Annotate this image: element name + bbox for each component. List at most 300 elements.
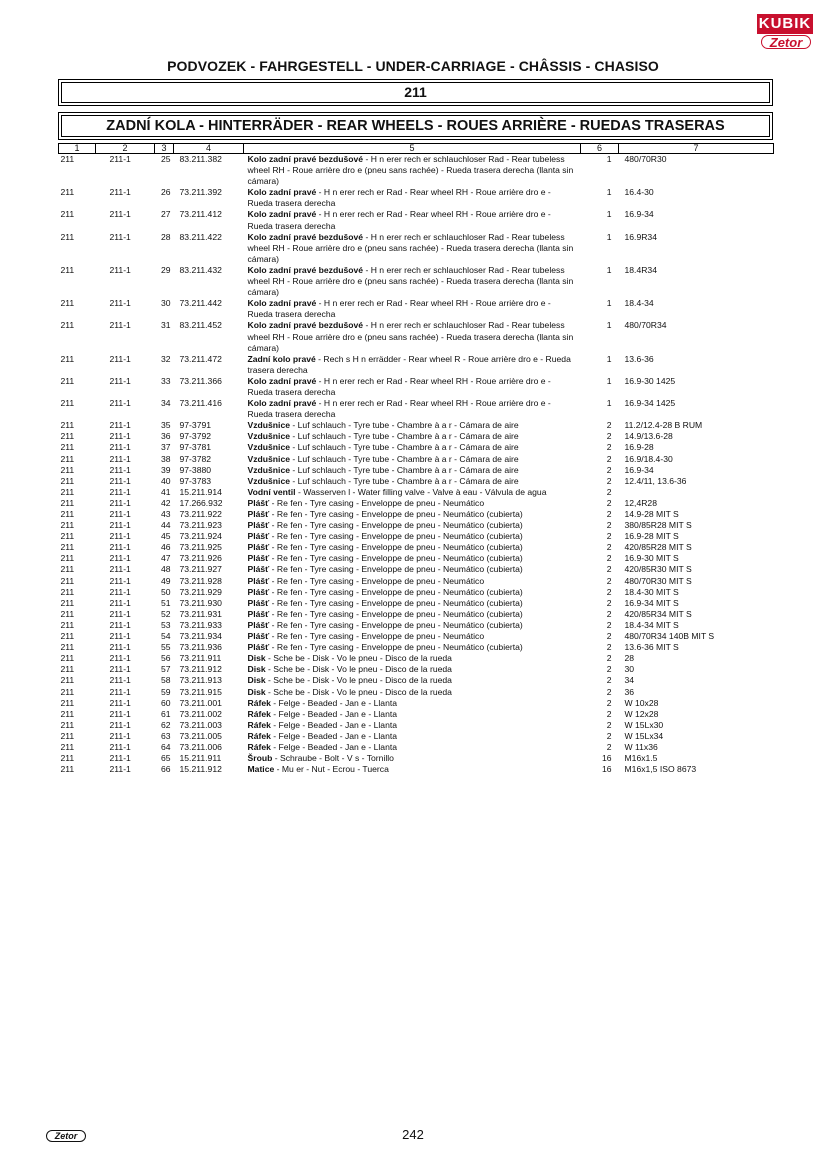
- cell-part-number: 83.211.432: [179, 264, 222, 275]
- cell-description: [244, 265, 581, 298]
- cell-subgroup: 211-1: [109, 653, 131, 664]
- cell-subgroup: 211-1: [109, 542, 131, 553]
- cell-subgroup: 211-1: [109, 209, 131, 220]
- cell-position: 51: [160, 597, 171, 608]
- cell-quantity: 1: [606, 398, 612, 409]
- cell-note: W 10x28: [624, 697, 659, 708]
- cell-group: 211: [60, 187, 75, 198]
- cell-group: 211: [60, 442, 75, 453]
- description-translations: - Felge - Beaded - Jan e - Llanta: [270, 697, 398, 708]
- cell-group: 211: [60, 653, 75, 664]
- cell-position: 65: [160, 753, 171, 764]
- cell-part-number: 73.211.442: [179, 298, 222, 309]
- cell-group: 211: [60, 497, 75, 508]
- table-row: [59, 709, 774, 720]
- cell-note: M16x1,5 ISO 8673: [624, 764, 697, 775]
- cell-group: 211: [60, 741, 75, 752]
- cell-note: 480/70R34 140B MIT S: [624, 631, 715, 642]
- description-name: Ráfek: [247, 741, 271, 752]
- cell-position: 56: [160, 653, 171, 664]
- section-subtitle: ZADNÍ KOLA - HINTERRÄDER - REAR WHEELS - ROUES ARRIÈRE - RUEDAS TRASERAS: [58, 112, 773, 140]
- cell-part-number: 73.211.925: [179, 542, 222, 553]
- description-name: Kolo zadní pravé bezdušové: [247, 320, 364, 331]
- cell-group: 211: [60, 764, 75, 775]
- cell-quantity: 2: [606, 697, 612, 708]
- cell-note: 14.9/13.6-28: [624, 431, 673, 442]
- cell-quantity: 2: [606, 420, 612, 431]
- cell-quantity: 2: [606, 619, 612, 630]
- description-translations: - H n erer rech er schlauchloser Rad - Rear tubeless wheel RH - Roue arrière dro e (pneu sans rachée) - Rueda trasera derecha (llanta sin cámara): [247, 231, 574, 264]
- description-translations: - H n erer rech er Rad - Rear wheel RH - Roue arrière dro e - Rueda trasera derecha: [247, 398, 551, 420]
- cell-group: 211: [60, 453, 75, 464]
- table-row: [59, 442, 774, 453]
- cell-description: [244, 587, 581, 598]
- cell-note: 16.9-30 1425: [624, 375, 676, 386]
- cell-quantity: 2: [606, 531, 612, 542]
- table-row: [59, 498, 774, 509]
- cell-subgroup: 211-1: [109, 353, 131, 364]
- cell-position: 46: [160, 542, 171, 553]
- cell-group: 211: [60, 697, 75, 708]
- cell-quantity: 2: [606, 475, 612, 486]
- cell-position: 35: [160, 420, 171, 431]
- cell-description: [244, 731, 581, 742]
- cell-description: [244, 709, 581, 720]
- table-row: [59, 564, 774, 575]
- cell-position: 49: [160, 575, 171, 586]
- cell-quantity: 2: [606, 586, 612, 597]
- cell-note: 18.4-34 MIT S: [624, 619, 679, 630]
- column-header: 4: [174, 144, 244, 154]
- description-translations: - Felge - Beaded - Jan e - Llanta: [270, 708, 398, 719]
- cell-quantity: 1: [606, 320, 612, 331]
- description-name: Plášť: [247, 619, 270, 630]
- cell-part-number: 83.211.382: [179, 154, 222, 164]
- cell-quantity: 2: [606, 597, 612, 608]
- cell-note: 420/85R30 MIT S: [624, 564, 692, 575]
- cell-group: 211: [60, 475, 75, 486]
- description-name: Disk: [247, 675, 266, 686]
- cell-group: 211: [60, 486, 75, 497]
- description-name: Plášť: [247, 642, 270, 653]
- cell-group: 211: [60, 431, 75, 442]
- table-row: [59, 520, 774, 531]
- cell-quantity: 2: [606, 442, 612, 453]
- cell-part-number: 97-3792: [179, 431, 212, 442]
- cell-position: 59: [160, 686, 171, 697]
- cell-group: 211: [60, 642, 75, 653]
- cell-description: [244, 742, 581, 753]
- cell-note: 480/70R30 MIT S: [624, 575, 692, 586]
- cell-part-number: 97-3782: [179, 453, 212, 464]
- cell-description: [244, 398, 581, 420]
- cell-quantity: 16: [601, 753, 612, 764]
- cell-part-number: 73.211.366: [179, 375, 222, 386]
- description-translations: - Sche be - Disk - Vo le pneu - Disco de la rueda: [265, 686, 452, 697]
- description-name: Vodní ventil: [247, 486, 296, 497]
- cell-subgroup: 211-1: [109, 664, 131, 675]
- table-row: [59, 398, 774, 420]
- description-name: Zadní kolo pravé: [247, 353, 316, 364]
- cell-group: 211: [60, 730, 75, 741]
- description-name: Kolo zadní pravé bezdušové: [247, 231, 364, 242]
- cell-subgroup: 211-1: [109, 575, 131, 586]
- description-translations: - Rech s H n errädder - Rear wheel R - Roue arrière dro e - Rueda trasera derecha: [247, 353, 571, 375]
- cell-group: 211: [60, 375, 75, 386]
- cell-position: 62: [160, 719, 171, 730]
- cell-part-number: 73.211.001: [179, 697, 222, 708]
- cell-part-number: 15.211.914: [179, 486, 222, 497]
- description-name: Disk: [247, 686, 266, 697]
- description-name: Plášť: [247, 520, 270, 531]
- description-translations: - H n erer rech er Rad - Rear wheel RH - Roue arrière dro e - Rueda trasera derecha: [247, 298, 551, 320]
- cell-note: W 15Lx30: [624, 719, 664, 730]
- cell-subgroup: 211-1: [109, 586, 131, 597]
- description-name: Plášť: [247, 553, 270, 564]
- description-translations: - Felge - Beaded - Jan e - Llanta: [270, 741, 398, 752]
- cell-quantity: 2: [606, 509, 612, 519]
- cell-group: 211: [60, 420, 75, 431]
- cell-part-number: 15.211.911: [179, 753, 222, 764]
- cell-position: 58: [160, 675, 171, 686]
- cell-part-number: 83.211.422: [179, 231, 222, 242]
- description-name: Plášť: [247, 509, 270, 519]
- cell-position: 61: [160, 708, 171, 719]
- description-name: Plášť: [247, 542, 270, 553]
- table-row: [59, 764, 774, 775]
- cell-note: 18.4-30 MIT S: [624, 586, 679, 597]
- cell-group: 211: [60, 719, 75, 730]
- cell-position: 52: [160, 608, 171, 619]
- cell-position: 29: [160, 264, 171, 275]
- description-translations: - Re fen - Tyre casing - Enveloppe de pneu - Neumático (cubierta): [269, 608, 523, 619]
- cell-subgroup: 211-1: [109, 464, 131, 475]
- description-translations: - Sche be - Disk - Vo le pneu - Disco de la rueda: [265, 675, 452, 686]
- cell-subgroup: 211-1: [109, 375, 131, 386]
- table-row: [59, 265, 774, 298]
- cell-note: 34: [624, 675, 635, 686]
- cell-group: 211: [60, 464, 75, 475]
- table-row: [59, 753, 774, 764]
- cell-quantity: 2: [606, 453, 612, 464]
- table-row: [59, 431, 774, 442]
- cell-part-number: 73.211.006: [179, 741, 222, 752]
- cell-subgroup: 211-1: [109, 231, 131, 242]
- cell-note: M16x1.5: [624, 753, 658, 764]
- cell-description: [244, 764, 581, 775]
- cell-group: 211: [60, 553, 75, 564]
- description-translations: - H n erer rech er schlauchloser Rad - Rear tubeless wheel RH - Roue arrière dro e (pneu sans rachée) - Rueda trasera derecha (llanta sin cámara): [247, 264, 574, 298]
- cell-subgroup: 211-1: [109, 320, 131, 331]
- cell-subgroup: 211-1: [109, 597, 131, 608]
- cell-position: 48: [160, 564, 171, 575]
- cell-description: [244, 620, 581, 631]
- cell-note: [619, 487, 774, 498]
- table-row: [59, 232, 774, 265]
- cell-position: 28: [160, 231, 171, 242]
- cell-subgroup: 211-1: [109, 631, 131, 642]
- cell-description: [244, 454, 581, 465]
- cell-description: [244, 564, 581, 575]
- cell-group: 211: [60, 264, 75, 275]
- cell-quantity: 1: [606, 264, 612, 275]
- cell-note: 16.9-28 MIT S: [624, 531, 679, 542]
- cell-note: 380/85R28 MIT S: [624, 520, 692, 531]
- cell-part-number: 73.211.933: [179, 619, 222, 630]
- cell-description: [244, 687, 581, 698]
- cell-position: 53: [160, 619, 171, 630]
- description-name: Kolo zadní pravé: [247, 209, 317, 220]
- cell-description: [244, 598, 581, 609]
- cell-part-number: 73.211.912: [179, 664, 222, 675]
- description-translations: - Re fen - Tyre casing - Enveloppe de pneu - Neumático (cubierta): [269, 553, 523, 564]
- table-row: [59, 465, 774, 476]
- cell-description: [244, 442, 581, 453]
- cell-position: 60: [160, 697, 171, 708]
- cell-note: 36: [624, 686, 635, 697]
- table-row: [59, 298, 774, 320]
- description-name: Plášť: [247, 575, 270, 586]
- cell-quantity: 1: [606, 375, 612, 386]
- cell-quantity: 2: [606, 431, 612, 442]
- description-name: Vzdušnice: [247, 431, 291, 442]
- cell-quantity: 2: [606, 564, 612, 575]
- cell-note: 18.4-34: [624, 298, 654, 309]
- cell-quantity: 2: [606, 642, 612, 653]
- cell-part-number: 97-3791: [179, 420, 212, 431]
- cell-group: 211: [60, 353, 75, 364]
- cell-quantity: 2: [606, 631, 612, 642]
- cell-subgroup: 211-1: [109, 753, 131, 764]
- cell-part-number: 73.211.416: [179, 398, 222, 409]
- cell-description: [244, 232, 581, 265]
- cell-part-number: 73.211.930: [179, 597, 222, 608]
- cell-subgroup: 211-1: [109, 497, 131, 508]
- cell-group: 211: [60, 520, 75, 531]
- cell-quantity: 2: [606, 719, 612, 730]
- cell-quantity: 2: [606, 464, 612, 475]
- cell-note: 16.9-34: [624, 209, 654, 220]
- cell-subgroup: 211-1: [109, 719, 131, 730]
- cell-note: 16.9-34 MIT S: [624, 597, 679, 608]
- cell-subgroup: 211-1: [109, 642, 131, 653]
- cell-note: 13.6-36: [624, 353, 654, 364]
- cell-group: 211: [60, 686, 75, 697]
- cell-group: 211: [60, 398, 75, 409]
- column-header: 1: [59, 144, 96, 154]
- cell-description: [244, 320, 581, 353]
- description-translations: - Wasserven l - Water filling valve - Valve à eau - Válvula de agua: [295, 486, 547, 497]
- cell-position: 40: [160, 475, 171, 486]
- cell-subgroup: 211-1: [109, 442, 131, 453]
- cell-description: [244, 631, 581, 642]
- description-name: Vzdušnice: [247, 420, 291, 431]
- cell-description: [244, 465, 581, 476]
- cell-note: W 11x36: [624, 741, 658, 752]
- cell-subgroup: 211-1: [109, 486, 131, 497]
- description-translations: - Luf schlauch - Tyre tube - Chambre à a r - Cámara de aire: [290, 420, 519, 431]
- cell-description: [244, 753, 581, 764]
- cell-note: 13.6-36 MIT S: [624, 642, 679, 653]
- table-row: [59, 675, 774, 686]
- cell-quantity: 2: [606, 575, 612, 586]
- footer-zetor-logo: Zetor: [46, 1130, 86, 1142]
- cell-position: 32: [160, 353, 171, 364]
- cell-position: 26: [160, 187, 171, 198]
- cell-part-number: 73.211.911: [179, 653, 222, 664]
- cell-position: 27: [160, 209, 171, 220]
- cell-group: 211: [60, 708, 75, 719]
- description-name: Disk: [247, 653, 266, 664]
- cell-part-number: 73.211.913: [179, 675, 222, 686]
- cell-description: [244, 642, 581, 653]
- column-header: 3: [155, 144, 174, 154]
- cell-subgroup: 211-1: [109, 154, 131, 164]
- description-name: Šroub: [247, 753, 273, 764]
- cell-part-number: 73.211.412: [179, 209, 222, 220]
- cell-position: 45: [160, 531, 171, 542]
- cell-group: 211: [60, 231, 75, 242]
- table-row: [59, 187, 774, 209]
- cell-part-number: 17.266.932: [179, 497, 223, 508]
- description-name: Vzdušnice: [247, 442, 291, 453]
- description-translations: - Luf schlauch - Tyre tube - Chambre à a r - Cámara de aire: [290, 453, 519, 464]
- cell-quantity: 16: [601, 764, 612, 775]
- cell-quantity: 2: [606, 497, 612, 508]
- cell-subgroup: 211-1: [109, 741, 131, 752]
- cell-part-number: 73.211.003: [179, 719, 222, 730]
- description-name: Kolo zadní pravé bezdušové: [247, 154, 364, 164]
- description-translations: - Re fen - Tyre casing - Enveloppe de pneu - Neumático (cubierta): [269, 619, 523, 630]
- cell-group: 211: [60, 597, 75, 608]
- cell-note: 16.9/18.4-30: [624, 453, 673, 464]
- description-name: Ráfek: [247, 730, 271, 741]
- cell-note: 14.9-28 MIT S: [624, 509, 679, 519]
- description-translations: - Felge - Beaded - Jan e - Llanta: [270, 730, 398, 741]
- cell-group: 211: [60, 564, 75, 575]
- cell-group: 211: [60, 298, 75, 309]
- description-name: Vzdušnice: [247, 464, 291, 475]
- cell-part-number: 73.211.924: [179, 531, 222, 542]
- cell-position: 66: [160, 764, 171, 775]
- cell-subgroup: 211-1: [109, 420, 131, 431]
- cell-position: 43: [160, 509, 171, 519]
- cell-note: 16.9R34: [624, 231, 657, 242]
- table-header-row: [59, 144, 774, 154]
- cell-position: 64: [160, 741, 171, 752]
- cell-description: [244, 609, 581, 620]
- cell-group: 211: [60, 154, 75, 164]
- cell-description: [244, 431, 581, 442]
- description-translations: - H n erer rech er Rad - Rear wheel RH - Roue arrière dro e - Rueda trasera derecha: [247, 209, 551, 231]
- cell-subgroup: 211-1: [109, 697, 131, 708]
- table-row: [59, 542, 774, 553]
- cell-quantity: 2: [606, 542, 612, 553]
- description-name: Vzdušnice: [247, 475, 291, 486]
- cell-subgroup: 211-1: [109, 764, 131, 775]
- cell-part-number: 83.211.452: [179, 320, 222, 331]
- description-translations: - Luf schlauch - Tyre tube - Chambre à a r - Cámara de aire: [290, 431, 519, 442]
- cell-description: [244, 531, 581, 542]
- cell-subgroup: 211-1: [109, 531, 131, 542]
- cell-note: 11.2/12.4-28 B RUM: [624, 420, 703, 431]
- description-name: Plášť: [247, 608, 270, 619]
- cell-note: 16.9-34 1425: [624, 398, 676, 409]
- cell-description: [244, 509, 581, 520]
- kubik-zetor-logo: [757, 14, 813, 54]
- cell-note: 28: [624, 653, 635, 664]
- cell-position: 38: [160, 453, 171, 464]
- table-row: [59, 209, 774, 231]
- cell-position: 44: [160, 520, 171, 531]
- table-row: [59, 376, 774, 398]
- description-translations: - Schraube - Bolt - V s - Tornillo: [272, 753, 394, 764]
- cell-note: 16.9-34: [624, 464, 654, 475]
- cell-group: 211: [60, 531, 75, 542]
- cell-subgroup: 211-1: [109, 298, 131, 309]
- cell-description: [244, 187, 581, 209]
- cell-quantity: 2: [606, 520, 612, 531]
- cell-description: [244, 298, 581, 320]
- cell-part-number: 73.211.915: [179, 686, 222, 697]
- cell-description: [244, 664, 581, 675]
- description-translations: - Re fen - Tyre casing - Enveloppe de pneu - Neumático (cubierta): [269, 597, 523, 608]
- table-row: [59, 454, 774, 465]
- cell-note: 12,4R28: [624, 497, 657, 508]
- description-name: Plášť: [247, 531, 270, 542]
- table-row: [59, 354, 774, 376]
- cell-quantity: 2: [606, 675, 612, 686]
- table-row: [59, 742, 774, 753]
- cell-subgroup: 211-1: [109, 564, 131, 575]
- description-translations: - Re fen - Tyre casing - Enveloppe de pneu - Neumático: [269, 631, 485, 642]
- description-name: Ráfek: [247, 719, 271, 730]
- cell-quantity: 1: [606, 353, 612, 364]
- cell-note: 420/85R34 MIT S: [624, 608, 692, 619]
- cell-note: 420/85R28 MIT S: [624, 542, 692, 553]
- cell-group: 211: [60, 320, 75, 331]
- cell-description: [244, 520, 581, 531]
- description-translations: - Luf schlauch - Tyre tube - Chambre à a r - Cámara de aire: [290, 464, 519, 475]
- cell-quantity: 1: [606, 298, 612, 309]
- cell-part-number: 97-3781: [179, 442, 212, 453]
- description-translations: - Re fen - Tyre casing - Enveloppe de pneu - Neumático (cubierta): [269, 586, 523, 597]
- cell-note: 30: [624, 664, 635, 675]
- table-row: [59, 631, 774, 642]
- cell-position: 30: [160, 298, 171, 309]
- cell-subgroup: 211-1: [109, 553, 131, 564]
- cell-position: 42: [160, 497, 171, 508]
- description-translations: - H n erer rech er schlauchloser Rad - Rear tubeless wheel RH - Roue arrière dro e (pneu sans rachée) - Rueda trasera derecha (llanta sin cámara): [247, 320, 574, 353]
- cell-note: 18.4R34: [624, 264, 657, 275]
- cell-quantity: 2: [606, 730, 612, 741]
- cell-position: 50: [160, 586, 171, 597]
- cell-description: [244, 376, 581, 398]
- logo-brand: KUBIK: [758, 15, 812, 32]
- cell-subgroup: 211-1: [109, 520, 131, 531]
- cell-description: [244, 653, 581, 664]
- description-translations: - Re fen - Tyre casing - Enveloppe de pneu - Neumático (cubierta): [269, 564, 523, 575]
- column-header: 7: [619, 144, 774, 154]
- table-row: [59, 420, 774, 431]
- cell-description: [244, 576, 581, 587]
- table-row: [59, 320, 774, 353]
- cell-part-number: 73.211.002: [179, 708, 222, 719]
- cell-part-number: 73.211.928: [179, 575, 222, 586]
- table-row: [59, 553, 774, 564]
- cell-subgroup: 211-1: [109, 509, 131, 519]
- cell-position: 31: [160, 320, 171, 331]
